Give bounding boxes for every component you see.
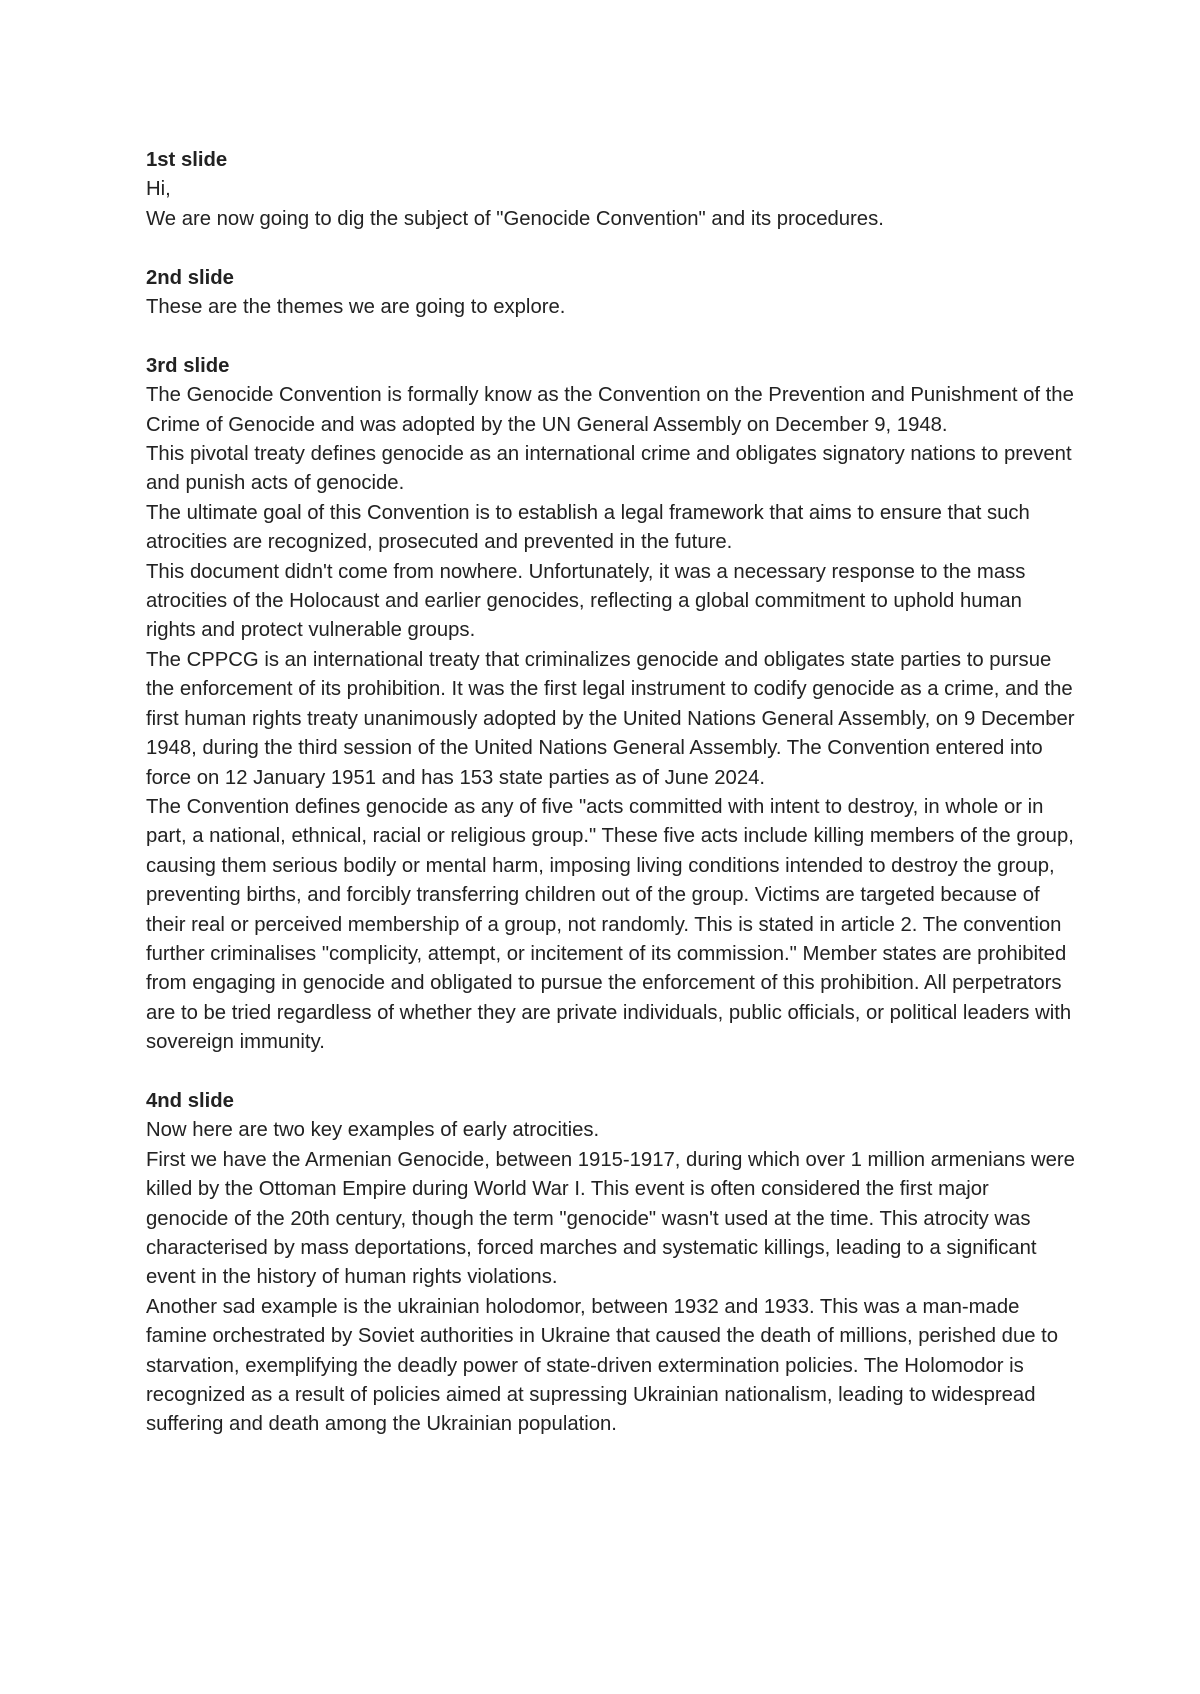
- paragraph: First we have the Armenian Genocide, between 1915-1917, during which over 1 million armenians were killed by the Ottoman Empire during World War I. This event is often considered the first major genocide of the 20th century, though the term "genocide" wasn't used at the time. This atrocity was characterised by mass deportations, forced marches and systematic killings, leading to a significant event in the history of human rights violations.: [146, 1148, 1075, 1289]
- section-heading: 1st slide: [146, 149, 228, 171]
- section-slide-4: [146, 1087, 1076, 1440]
- document-page: [146, 146, 1076, 1469]
- section-heading: 4nd slide: [146, 1089, 234, 1112]
- paragraph: The Convention defines genocide as any of five "acts committed with intent to destroy, in whole or in part, a national, ethnical, racial or religious group." These five acts include killing members of the group, causing them serious bodily or mental harm, imposing living conditions intended to destroy the group, preventing births, and forcibly transferring children out of the group. Victims are targeted because of their real or perceived membership of a group, not randomly. This is stated in article 2. The convention further criminalises "complicity, attempt, or incitement of its commission." Member states are prohibited from engaging in genocide and obligated to pursue the enforcement of this prohibition. All perpetrators are to be tried regardless of whether they are private individuals, public officials, or political leaders with sovereign immunity.: [146, 795, 1074, 1054]
- paragraph: This document didn't come from nowhere. Unfortunately, it was a necessary response to the mass atrocities of the Holocaust and earlier genocides, reflecting a global commitment to uphold human rights and protect vulnerable groups.: [146, 560, 1026, 642]
- paragraph: This pivotal treaty defines genocide as an international crime and obligates signatory nations to prevent and punish acts of genocide.: [146, 443, 1072, 495]
- paragraph: The ultimate goal of this Convention is to establish a legal framework that aims to ensure that such atrocities are recognized, prosecuted and prevented in the future.: [146, 501, 1030, 554]
- section-slide-2: [146, 264, 1076, 323]
- paragraph: These are the themes we are going to explore.: [146, 296, 566, 319]
- section-slide-1: [146, 146, 1076, 234]
- section-heading: 3rd slide: [146, 354, 230, 377]
- paragraph: The CPPCG is an international treaty that criminalizes genocide and obligates state parties to pursue the enforcement of its prohibition. It was the first legal instrument to codify genocide as a crime, and the first human rights treaty unanimously adopted by the United Nations General Assembly, on 9 December 1948, during the third session of the United Nations General Assembly. The Convention entered into force on 12 January 1951 and has 153 state parties as of June 2024.: [146, 648, 1075, 789]
- section-heading: 2nd slide: [146, 266, 234, 289]
- paragraph: The Genocide Convention is formally know as the Convention on the Prevention and Punishment of the Crime of Genocide and was adopted by the UN General Assembly on December 9, 1948.: [146, 384, 1074, 436]
- paragraph: We are now going to dig the subject of "Genocide Convention" and its procedures.: [146, 207, 884, 230]
- section-slide-3: [146, 352, 1076, 1058]
- paragraph: Hi,: [146, 178, 171, 201]
- paragraph: Now here are two key examples of early atrocities.: [146, 1119, 600, 1142]
- paragraph: Another sad example is the ukrainian holodomor, between 1932 and 1933. This was a man-made famine orchestrated by Soviet authorities in Ukraine that caused the death of millions, perished due to starvation, exemplifying the deadly power of state-driven extermination policies. The Holomodor is recognized as a result of policies aimed at supressing Ukrainian nationalism, leading to widespread suffering and death among the Ukrainian population.: [146, 1295, 1059, 1436]
